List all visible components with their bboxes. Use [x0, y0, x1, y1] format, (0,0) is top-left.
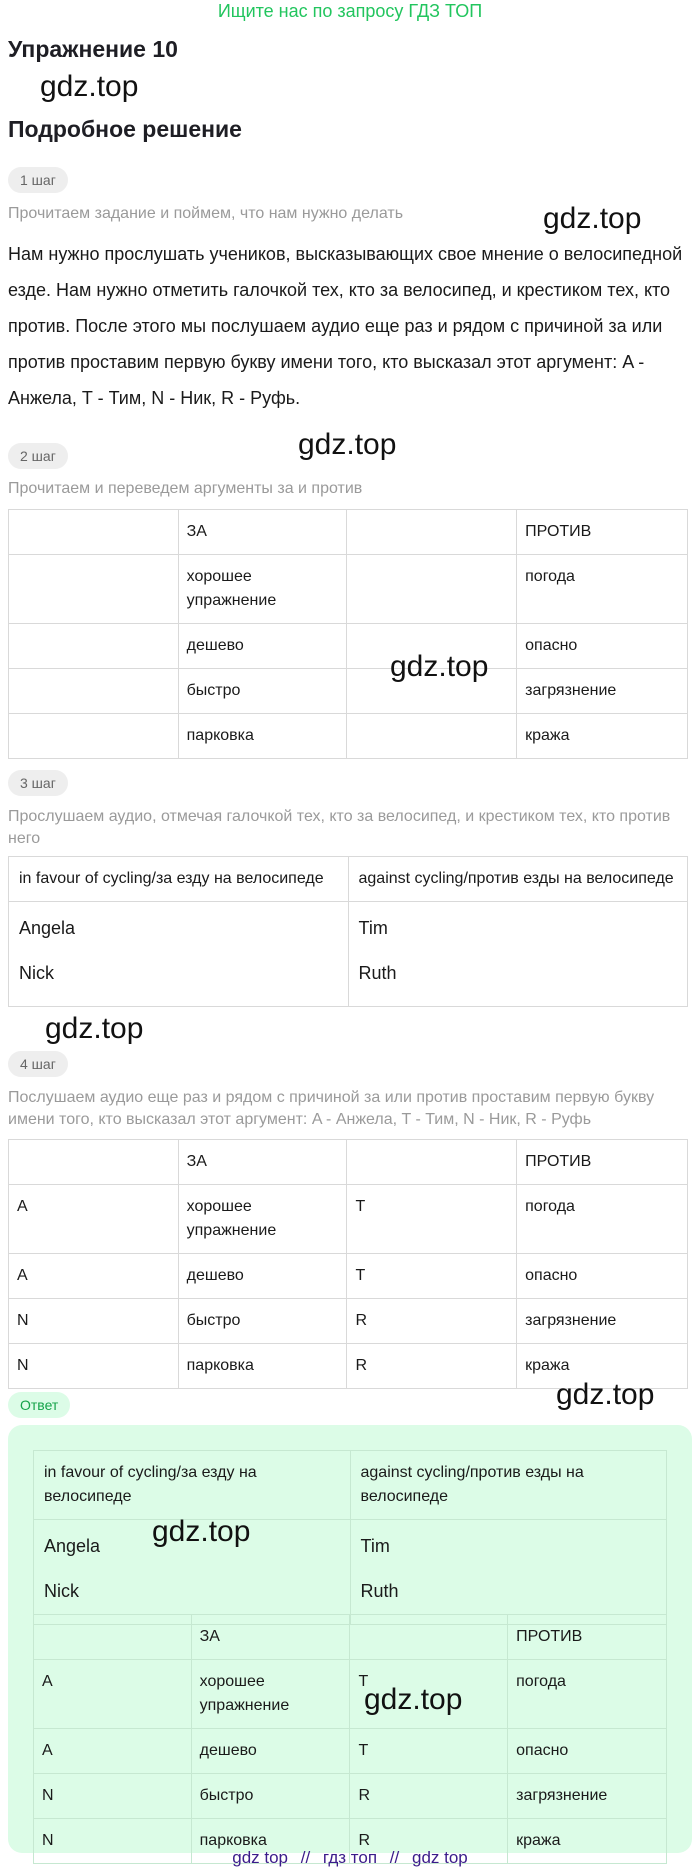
- table-header-row: [34, 1615, 667, 1660]
- table-cell: [9, 624, 179, 669]
- step-3-badge: 3 шаг: [8, 770, 68, 796]
- table-cell: ЗА: [178, 510, 347, 555]
- table-cell: R: [350, 1819, 508, 1864]
- watermark: gdz.top: [390, 650, 489, 683]
- solution-heading: Подробное решение: [8, 116, 242, 142]
- table-cell: [34, 1615, 192, 1660]
- answer-badge: Ответ: [8, 1392, 70, 1418]
- table-header-row: [34, 1451, 667, 1520]
- watermark: gdz.top: [556, 1378, 655, 1411]
- table-row: [9, 669, 688, 714]
- watermark: gdz.top: [543, 202, 642, 235]
- answer-box: [8, 1425, 692, 1853]
- table-row: [9, 624, 688, 669]
- table-cell: R: [350, 1774, 508, 1819]
- table-cell: загрязнение: [508, 1774, 667, 1819]
- table-cell: A: [9, 1254, 179, 1299]
- table-cell: [348, 902, 688, 1007]
- table-cell: T: [347, 1254, 517, 1299]
- table-cell: дешево: [191, 1729, 350, 1774]
- name-item: Ruth: [360, 1581, 399, 1601]
- table-cell: in favour of cycling/за езду на велосипеде: [9, 857, 349, 902]
- table-cell: N: [9, 1299, 179, 1344]
- table-cell: R: [347, 1299, 517, 1344]
- name-item: Angela: [44, 1536, 101, 1556]
- table-cell: хорошее упражнение: [178, 1185, 347, 1254]
- table-cell: кража: [517, 714, 688, 759]
- step-1-text: Нам нужно прослушать учеников, высказывающих свое мнение о велосипедной езде. Нам нужно отметить галочкой тех, кто за велосипед, и крестиком тех, кто против. После этого мы послушаем аудио еще раз и рядом с причиной за или против проставим первую букву имени того, кто высказал этот аргумент: A - Анжела, T - Тим, N - Ник, R - Руфь.: [8, 244, 683, 408]
- table-row: [9, 902, 688, 1007]
- table-cell: загрязнение: [517, 669, 688, 714]
- table-header-row: [9, 857, 688, 902]
- table-cell: [9, 510, 179, 555]
- name-item: Ruth: [358, 963, 397, 983]
- table-row: [9, 1254, 688, 1299]
- table-cell: дешево: [178, 624, 347, 669]
- table-cell: ПРОТИВ: [517, 1140, 688, 1185]
- answer-table-2: [33, 1614, 667, 1864]
- table-cell: быстро: [191, 1774, 350, 1819]
- table-row: [9, 1299, 688, 1344]
- watermark: gdz.top: [45, 1012, 144, 1045]
- table-cell: погода: [508, 1660, 667, 1729]
- table-cell: кража: [508, 1819, 667, 1864]
- table-cell: in favour of cycling/за езду на велосипеде: [34, 1451, 351, 1520]
- table-row: [34, 1729, 667, 1774]
- table-cell: T: [350, 1729, 508, 1774]
- table-row: [34, 1520, 667, 1625]
- table-cell: опасно: [517, 1254, 688, 1299]
- table-cell: ПРОТИВ: [508, 1615, 667, 1660]
- name-item: Nick: [44, 1581, 79, 1601]
- table-cell: [9, 902, 349, 1007]
- table-cell: A: [34, 1729, 192, 1774]
- step-3-table: [8, 856, 688, 1007]
- watermark: gdz.top: [40, 70, 139, 103]
- table-cell: опасно: [517, 624, 688, 669]
- table-cell: ЗА: [178, 1140, 347, 1185]
- table-cell: быстро: [178, 1299, 347, 1344]
- table-cell: хорошее упражнение: [191, 1660, 350, 1729]
- table-row: [9, 1185, 688, 1254]
- table-cell: хорошее упражнение: [178, 555, 347, 624]
- table-cell: погода: [517, 555, 688, 624]
- exercise-title: Упражнение 10: [8, 36, 178, 62]
- table-cell: N: [9, 1344, 179, 1389]
- table-cell: A: [9, 1185, 179, 1254]
- step-2-note: Прочитаем и переведем аргументы за и против: [8, 480, 363, 497]
- table-cell: against cycling/против езды на велосипеде: [348, 857, 688, 902]
- watermark: gdz.top: [298, 428, 397, 461]
- step-3-note: Прослушаем аудио, отмечая галочкой тех, кто за велосипед, и крестиком тех, кто против него: [8, 808, 671, 847]
- footer-link[interactable]: gdz top: [232, 1848, 288, 1867]
- footer-separator: //: [389, 1848, 400, 1867]
- name-item: Tim: [360, 1536, 390, 1556]
- name-item: Nick: [19, 963, 54, 983]
- footer-separator: //: [300, 1848, 311, 1867]
- search-banner: Ищите нас по запросу ГДЗ ТОП: [217, 1, 483, 21]
- step-4-note: Послушаем аудио еще раз и рядом с причиной за или против проставим первую букву имени того, кто высказал этот аргумент: A - Анжела, T - Тим, N - Ник, R - Руфь: [8, 1089, 655, 1128]
- table-cell: against cycling/против езды на велосипеде: [350, 1451, 667, 1520]
- table-cell: ЗА: [191, 1615, 350, 1660]
- table-cell: опасно: [508, 1729, 667, 1774]
- table-cell: парковка: [191, 1819, 350, 1864]
- table-cell: загрязнение: [517, 1299, 688, 1344]
- table-cell: N: [34, 1819, 192, 1864]
- footer-link[interactable]: gdz top: [411, 1848, 468, 1867]
- table-cell: [9, 555, 179, 624]
- step-2-table: [8, 509, 688, 759]
- table-cell: быстро: [178, 669, 347, 714]
- table-cell: T: [350, 1660, 508, 1729]
- table-row: [34, 1660, 667, 1729]
- table-cell: [347, 714, 517, 759]
- table-row: [9, 714, 688, 759]
- table-cell: R: [347, 1344, 517, 1389]
- answer-table-1: [33, 1450, 667, 1625]
- table-cell: дешево: [178, 1254, 347, 1299]
- name-item: Angela: [19, 918, 76, 938]
- table-header-row: [9, 510, 688, 555]
- step-1-note: Прочитаем задание и поймем, что нам нужно делать: [8, 205, 404, 222]
- name-item: Tim: [358, 918, 388, 938]
- step-2-badge: 2 шаг: [8, 443, 68, 469]
- table-header-row: [9, 1140, 688, 1185]
- footer-links: [0, 1848, 700, 1868]
- table-cell: [347, 510, 517, 555]
- table-cell: [347, 1140, 517, 1185]
- table-cell: ПРОТИВ: [517, 510, 688, 555]
- table-cell: парковка: [178, 714, 347, 759]
- table-cell: [9, 714, 179, 759]
- step-4-badge: 4 шаг: [8, 1051, 68, 1077]
- table-cell: кража: [517, 1344, 688, 1389]
- table-cell: [9, 1140, 179, 1185]
- footer-link[interactable]: гдз топ: [322, 1848, 378, 1867]
- table-cell: N: [34, 1774, 192, 1819]
- table-cell: A: [34, 1660, 192, 1729]
- watermark: gdz.top: [152, 1515, 251, 1548]
- watermark: gdz.top: [364, 1683, 463, 1716]
- table-cell: [347, 555, 517, 624]
- table-row: [34, 1774, 667, 1819]
- table-row: [9, 555, 688, 624]
- table-cell: [350, 1520, 667, 1625]
- table-cell: погода: [517, 1185, 688, 1254]
- table-cell: парковка: [178, 1344, 347, 1389]
- table-cell: [9, 669, 179, 714]
- table-cell: T: [347, 1185, 517, 1254]
- step-1-badge: 1 шаг: [8, 167, 68, 193]
- table-cell: [350, 1615, 508, 1660]
- step-4-table: [8, 1139, 688, 1389]
